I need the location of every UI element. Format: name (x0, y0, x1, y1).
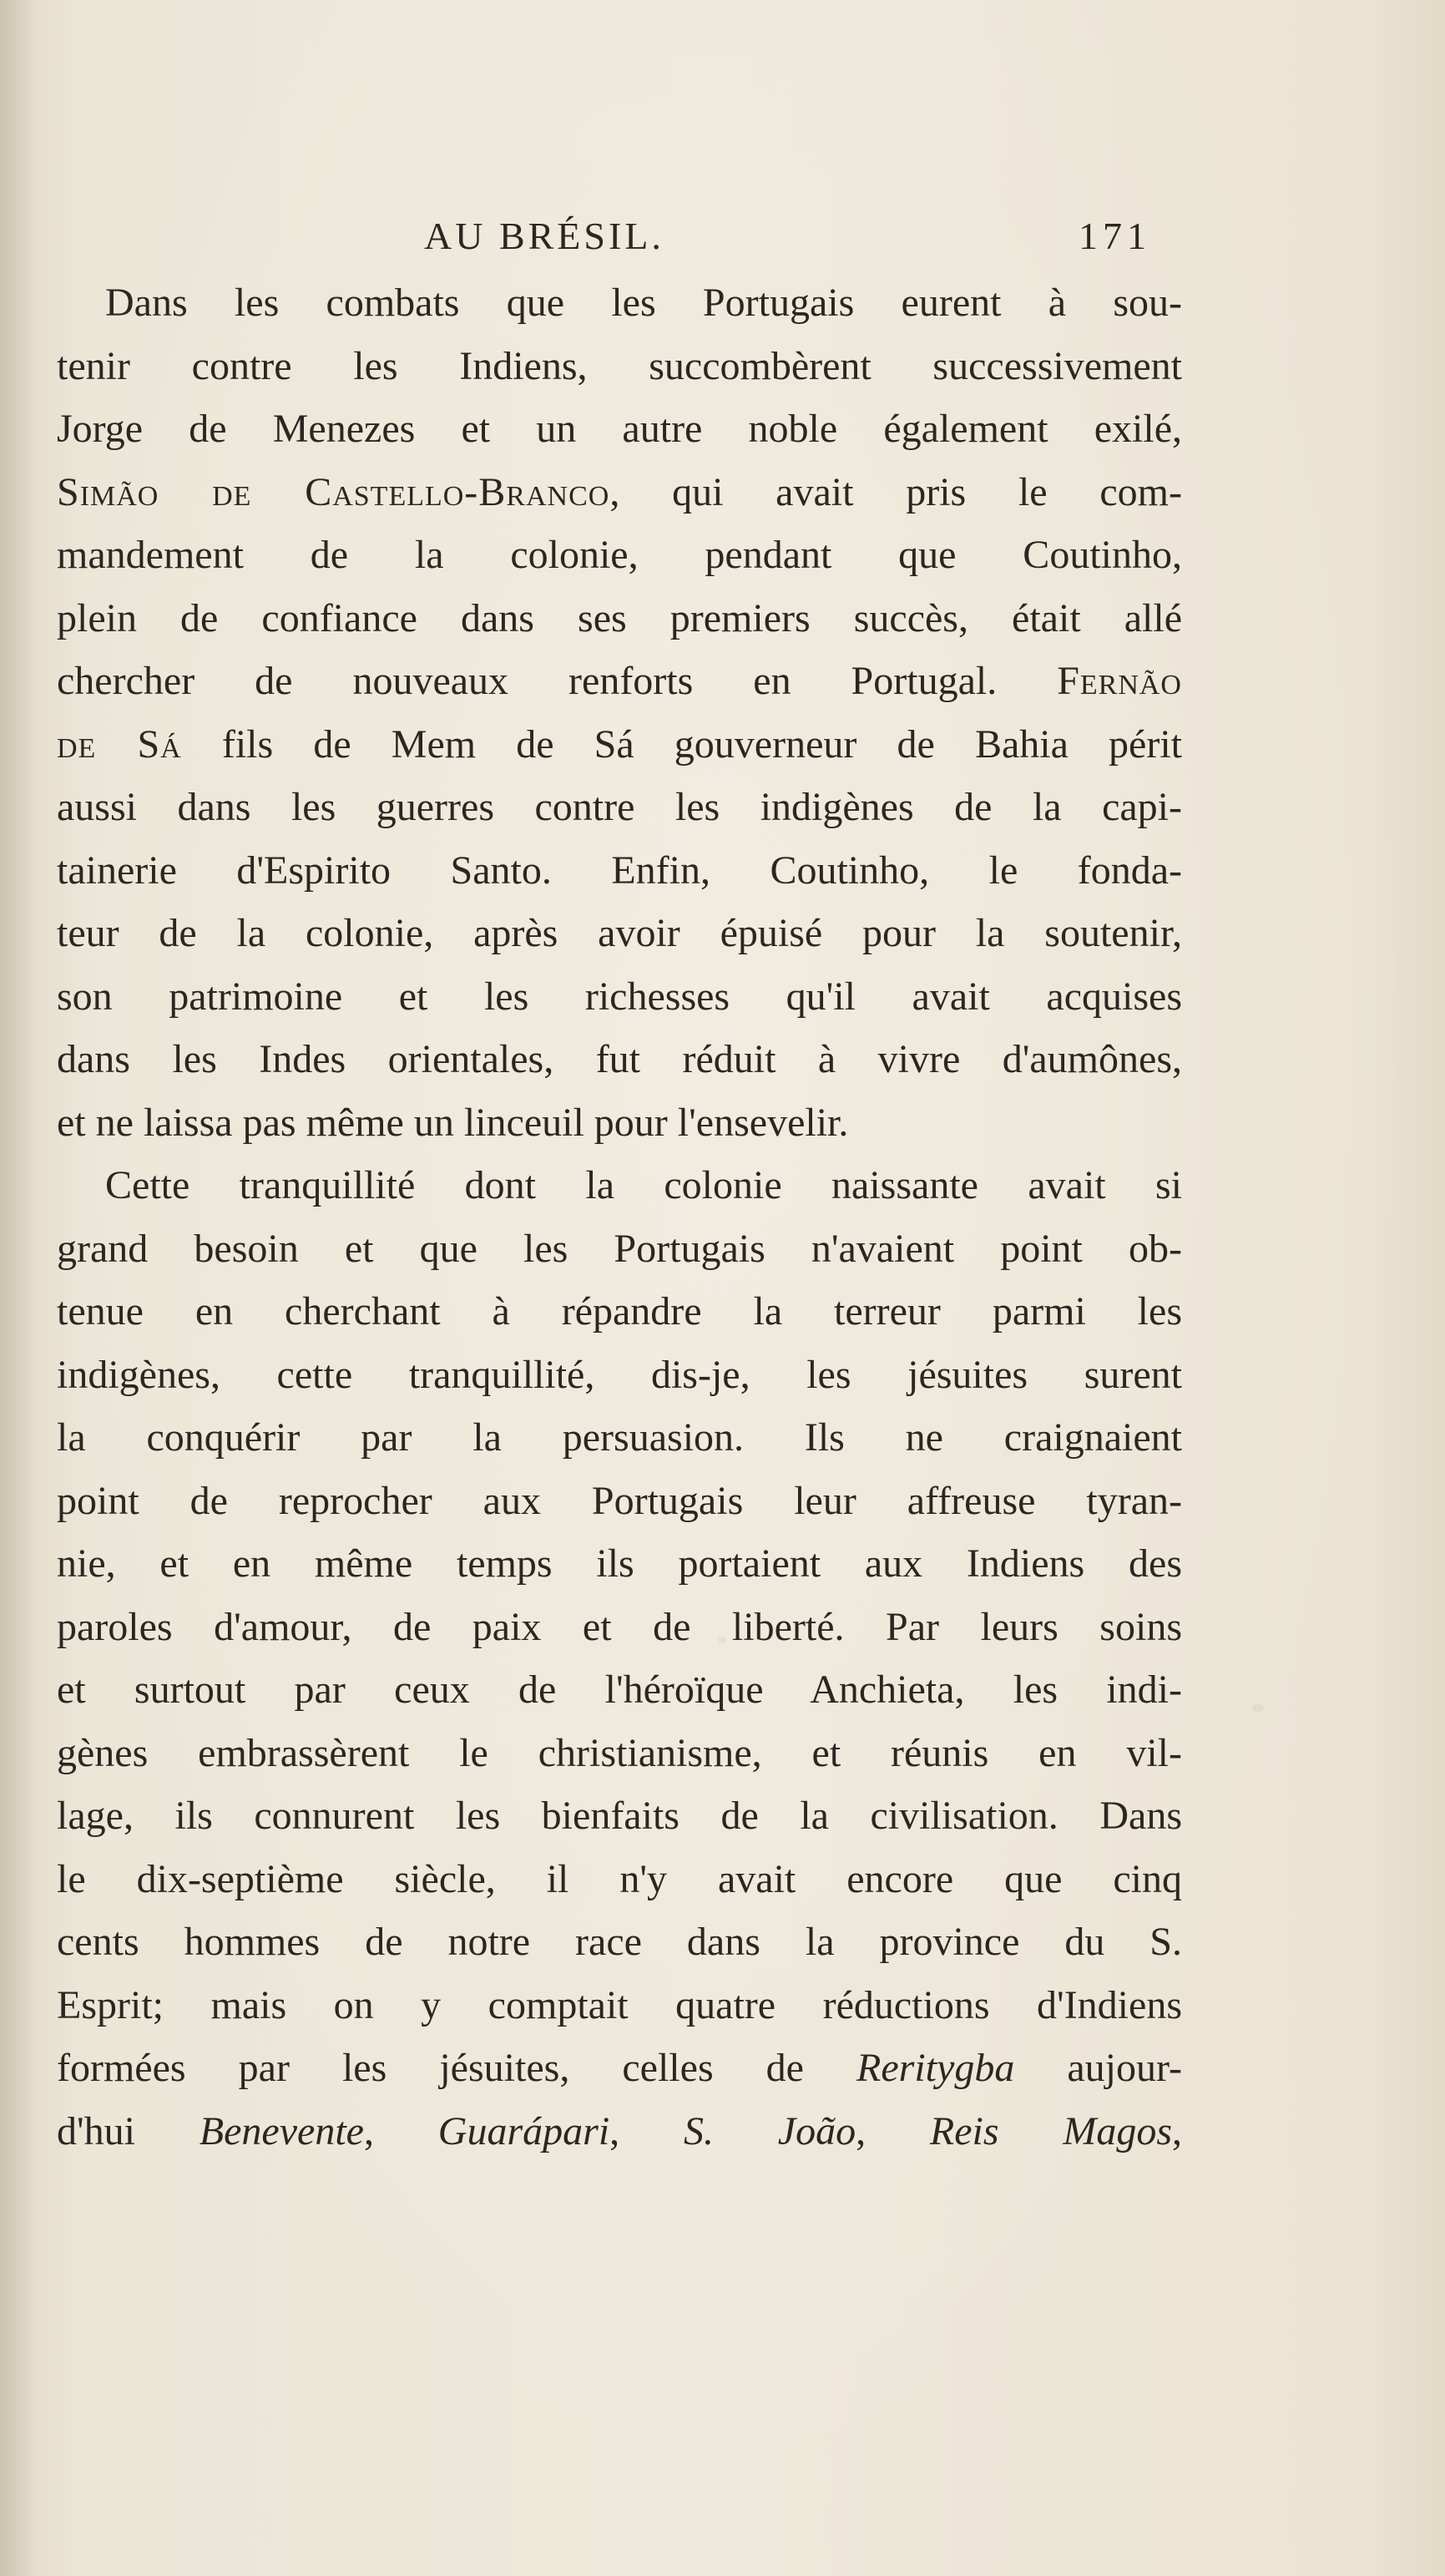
text-segment: plein de confiance dans ses premiers succès, était allé (57, 595, 1182, 640)
text-segment: nie, et en même temps ils portaient aux Indiens des (57, 1541, 1182, 1586)
text-line (57, 1091, 1182, 1155)
text-segment: , (856, 2108, 930, 2153)
text-segment: , (363, 2108, 438, 2153)
italic-place-name: Benevente (199, 2108, 364, 2153)
text-line (57, 839, 1182, 903)
text-segment: Cette tranquillité dont la colonie naissante avait si (105, 1163, 1182, 1207)
text-segment: formées par les jésuites, celles de (57, 2046, 857, 2090)
text-line (57, 1722, 1182, 1785)
text-segment: , (609, 2108, 684, 2153)
text-segment: et ne laissa pas même un linceuil pour l'ensevelir. (57, 1100, 849, 1145)
text-segment: le dix-septième siècle, il n'y avait encore que cinq (57, 1856, 1182, 1901)
text-line (57, 335, 1182, 398)
text-line (57, 461, 1182, 524)
text-line (57, 1406, 1182, 1470)
text-segment: tenir contre les Indiens, succombèrent successivement (57, 343, 1182, 388)
text-line (57, 1658, 1182, 1722)
text-segment: et surtout par ceux de l'héroïque Anchieta, les indi- (57, 1668, 1182, 1712)
page-number: 171 (1079, 215, 1151, 257)
text-line (57, 1974, 1182, 2037)
small-caps-name: Simão de Castello-Branco (57, 469, 610, 514)
text-line (57, 650, 1182, 713)
gutter-shadow (0, 0, 38, 2576)
text-segment: tenue en cherchant à répandre la terreur parmi les (57, 1289, 1182, 1334)
text-segment: lage, ils connurent les bienfaits de la civilisation. Dans (57, 1794, 1182, 1838)
text-segment: Esprit; mais on y comptait quatre réductions d'Indiens (57, 1982, 1182, 2027)
text-segment: teur de la colonie, après avoir épuisé pour la soutenir, (57, 911, 1182, 955)
text-line (57, 1910, 1182, 1974)
text-segment: dans les Indes orientales, fut réduit à vivre d'aumônes, (57, 1037, 1182, 1081)
text-line (57, 965, 1182, 1029)
text-line (57, 1470, 1182, 1533)
text-line (57, 2037, 1182, 2100)
text-line (57, 902, 1182, 965)
text-segment: indigènes, cette tranquillité, dis-je, les jésuites surent (57, 1352, 1182, 1397)
text-line (57, 1217, 1182, 1281)
italic-place-name: Reritygba (856, 2046, 1015, 2090)
text-line (57, 1532, 1182, 1596)
text-segment: , qui avait pris le com- (609, 469, 1182, 514)
text-segment: la conquérir par la persuasion. Ils ne craignaient (57, 1415, 1182, 1460)
small-caps-name: Fernão (1057, 659, 1182, 703)
text-line (57, 713, 1182, 777)
italic-place-name: Reis Magos (929, 2108, 1173, 2153)
text-segment: paroles d'amour, de paix et de liberté. Par leurs soins (57, 1604, 1182, 1649)
text-segment: d'hui (57, 2108, 200, 2153)
text-line (57, 1784, 1182, 1848)
text-line (57, 271, 1182, 335)
small-caps-name: de Sá (57, 721, 182, 767)
text-segment: grand besoin et que les Portugais n'avaient point ob- (57, 1226, 1182, 1271)
text-segment: aussi dans les guerres contre les indigènes de la capi- (57, 785, 1182, 829)
text-line (57, 524, 1182, 587)
text-line (57, 1028, 1182, 1091)
running-head (0, 207, 1445, 266)
paper-speck (1252, 1703, 1264, 1712)
text-line (57, 1596, 1182, 1659)
text-line (57, 1848, 1182, 1911)
text-segment: son patrimoine et les richesses qu'il avait acquises (57, 974, 1182, 1019)
text-segment: fils de Mem de Sá gouverneur de Bahia périt (181, 721, 1182, 767)
text-segment: point de reprocher aux Portugais leur affreuse tyran- (57, 1478, 1182, 1523)
text-line (57, 2100, 1182, 2164)
italic-place-name: S. João (683, 2108, 856, 2153)
text-segment: Dans les combats que les Portugais eurent à sou- (105, 281, 1182, 325)
text-line (57, 1344, 1182, 1407)
italic-place-name: Guarápari (437, 2108, 610, 2153)
text-line (57, 587, 1182, 650)
text-segment: tainerie d'Espirito Santo. Enfin, Coutinho, le fonda- (57, 848, 1182, 893)
text-segment: Jorge de Menezes et un autre noble également exilé, (57, 407, 1182, 451)
text-segment: chercher de nouveaux renforts en Portugal. (57, 659, 1058, 703)
text-segment: cents hommes de notre race dans la province du S. (57, 1920, 1182, 1964)
text-segment: aujour- (1014, 2046, 1182, 2090)
body-text (57, 271, 1182, 2163)
text-segment: gènes embrassèrent le christianisme, et réunis en vil- (57, 1730, 1182, 1775)
text-line (57, 1154, 1182, 1217)
text-line (57, 397, 1182, 461)
text-segment: mandement de la colonie, pendant que Coutinho, (57, 533, 1182, 577)
running-title: AU BRÉSIL. (424, 215, 664, 257)
text-segment: , (1172, 2108, 1182, 2153)
text-line (57, 776, 1182, 839)
text-line (57, 1280, 1182, 1344)
